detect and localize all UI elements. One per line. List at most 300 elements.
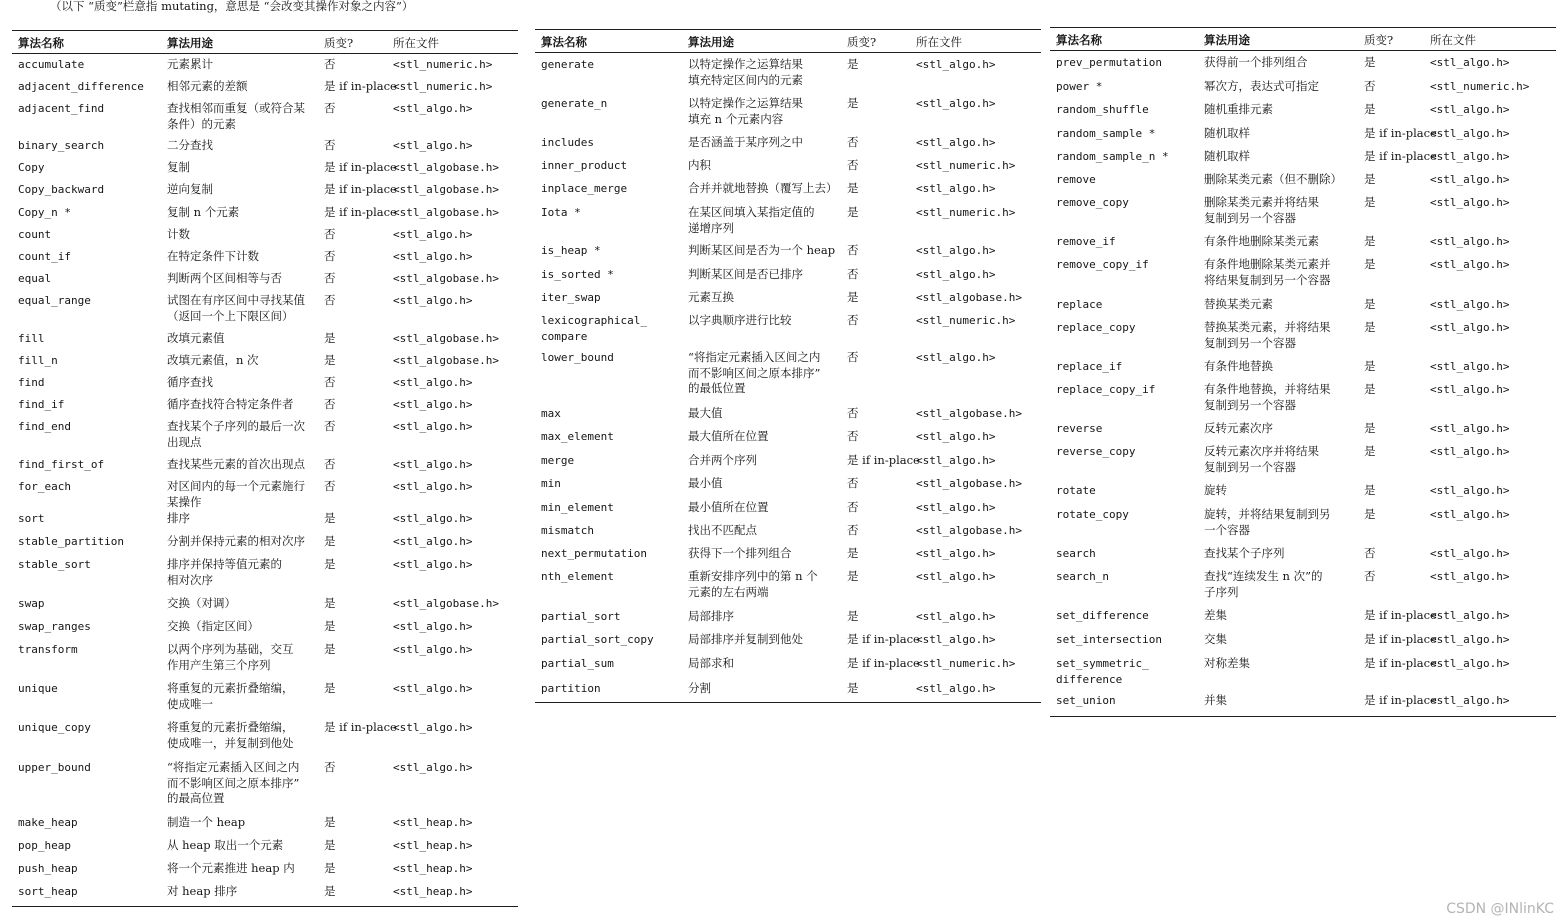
algorithm-name: replace_if [1056, 360, 1123, 373]
algorithm-name: min [541, 477, 561, 490]
algorithm-name: lower_bound [541, 351, 614, 364]
algorithm-name: Copy_n * [18, 206, 71, 219]
header-file: <stl_algo.h> [1430, 609, 1510, 622]
algorithm-name: Iota * [541, 206, 581, 219]
algorithm-name: prev_permutation [1056, 56, 1162, 69]
algorithm-name: max_element [541, 430, 614, 443]
algorithm-name: max [541, 407, 561, 420]
mutating-flag: 是 if in-place [324, 79, 397, 93]
algorithm-purpose: 交集 [1204, 632, 1227, 646]
table-header [535, 29, 1041, 53]
algorithm-purpose: 以字典顺序进行比较 [688, 313, 792, 327]
algorithm-name: upper_bound [18, 761, 91, 774]
mutating-flag: 是 [1364, 102, 1376, 116]
header-file: <stl_algobase.h> [916, 524, 1022, 537]
mutating-flag: 是 [1364, 507, 1376, 521]
header-file: <stl_numeric.h> [916, 657, 1016, 670]
algorithm-purpose: 局部排序 [688, 609, 734, 623]
header-file: <stl_algo.h> [1430, 298, 1510, 311]
algorithm-name: transform [18, 643, 78, 656]
header-file: <stl_algo.h> [1430, 173, 1510, 186]
header-file: <stl_algo.h> [393, 535, 473, 548]
algorithm-name: includes [541, 136, 594, 149]
algorithm-name: fill_n [18, 354, 58, 367]
mutating-flag: 是 if in-place [1364, 608, 1437, 622]
algorithm-name: random_sample_n * [1056, 150, 1169, 163]
algorithm-purpose: 反转元素次序 [1204, 421, 1273, 435]
header-file: <stl_numeric.h> [916, 159, 1016, 172]
algorithm-name: remove [1056, 173, 1096, 186]
algorithm-purpose: 随机重排元素 [1204, 102, 1273, 116]
algorithm-name: accumulate [18, 58, 85, 71]
algorithm-purpose: 查找某些元素的首次出现点 [167, 457, 305, 471]
algorithm-name: stable_sort [18, 558, 91, 571]
algorithm-purpose: 以特定操作之运算结果 填充特定区间内的元素 [688, 57, 803, 87]
algorithm-name: is_heap * [541, 244, 601, 257]
algorithm-name: swap_ranges [18, 620, 91, 633]
header-file: <stl_algo.h> [1430, 56, 1510, 69]
mutating-flag: 否 [1364, 79, 1376, 93]
algorithm-name: merge [541, 454, 575, 467]
mutating-flag: 是 [1364, 297, 1376, 311]
mutating-flag: 是 [847, 96, 859, 110]
mutating-flag: 否 [324, 57, 336, 71]
algorithm-purpose: 旋转，并将结果复制到另 一个容器 [1204, 507, 1331, 537]
mutating-flag: 是 if in-place [1364, 693, 1437, 707]
mutating-flag: 是 [1364, 55, 1376, 69]
col-header-file: 所在文件 [1430, 33, 1476, 47]
mutating-flag: 是 [1364, 257, 1376, 271]
algorithm-name: lexicographical_ compare [541, 314, 647, 343]
header-file: <stl_algo.h> [1430, 150, 1510, 163]
algorithm-purpose: “将指定元素插入区间之内 而不影响区间之原本排序” 的最高位置 [167, 760, 300, 806]
mutating-flag: 是 [324, 619, 336, 633]
table-bottom-rule [12, 906, 518, 907]
algorithm-purpose: 改填元素值，n 次 [167, 353, 259, 367]
header-file: <stl_algo.h> [1430, 570, 1510, 583]
algorithm-name: reverse_copy [1056, 445, 1136, 458]
mutating-flag: 否 [324, 293, 336, 307]
algorithm-purpose: 删除某类元素并将结果 复制到另一个容器 [1204, 195, 1319, 225]
algorithm-purpose: 交换（指定区间） [167, 619, 259, 633]
algorithm-purpose: 最小值 [688, 476, 723, 490]
mutating-flag: 是 [1364, 359, 1376, 373]
col-header-file: 所在文件 [916, 35, 962, 49]
algorithm-name: find_end [18, 420, 71, 433]
algorithm-name: count [18, 228, 52, 241]
header-file: <stl_algobase.h> [916, 477, 1022, 490]
mutating-flag: 是 [1364, 421, 1376, 435]
header-file: <stl_algo.h> [393, 643, 473, 656]
header-file: <stl_algo.h> [393, 420, 473, 433]
header-file: <stl_algo.h> [1430, 445, 1510, 458]
mutating-flag: 是 [847, 569, 859, 583]
mutating-flag: 是 if in-place [1364, 149, 1437, 163]
header-file: <stl_algo.h> [1430, 383, 1510, 396]
header-file: <stl_algo.h> [393, 682, 473, 695]
header-file: <stl_algo.h> [1430, 360, 1510, 373]
header-file: <stl_algo.h> [393, 761, 473, 774]
algorithm-name: unique [18, 682, 58, 695]
mutating-flag: 否 [324, 138, 336, 152]
mutating-flag: 否 [1364, 569, 1376, 583]
mutating-flag: 否 [324, 249, 336, 263]
algorithm-purpose: 以特定操作之运算结果 填充 n 个元素内容 [688, 96, 803, 126]
algorithm-name: stable_partition [18, 535, 124, 548]
mutating-flag: 否 [847, 500, 859, 514]
algorithm-name: equal_range [18, 294, 91, 307]
algorithm-name: set_union [1056, 694, 1116, 707]
algorithm-name: binary_search [18, 139, 105, 152]
header-file: <stl_heap.h> [393, 885, 473, 898]
algorithm-table-3 [1050, 27, 1556, 718]
algorithm-purpose: 查找“连续发生 n 次”的 子序列 [1204, 569, 1323, 599]
header-file: <stl_algo.h> [1430, 321, 1510, 334]
header-file: <stl_numeric.h> [916, 206, 1016, 219]
algorithm-purpose: 对 heap 排序 [167, 884, 238, 898]
header-file: <stl_algo.h> [393, 558, 473, 571]
mutating-flag: 否 [847, 313, 859, 327]
algorithm-name: find_first_of [18, 458, 105, 471]
mutating-flag: 是 [324, 681, 336, 695]
algorithm-purpose: 获得下一个排列组合 [688, 546, 792, 560]
algorithm-table-1 [12, 30, 518, 908]
algorithm-purpose: 以两个序列为基础，交互 作用产生第三个序列 [167, 642, 294, 672]
mutating-flag: 是 [1364, 382, 1376, 396]
mutating-flag: 是 [1364, 195, 1376, 209]
header-file: <stl_algo.h> [393, 512, 473, 525]
mutating-flag: 是 [324, 884, 336, 898]
algorithm-purpose: 获得前一个排列组合 [1204, 55, 1308, 69]
mutating-flag: 是 [1364, 483, 1376, 497]
header-file: <stl_heap.h> [393, 839, 473, 852]
mutating-flag: 是 [324, 353, 336, 367]
algorithm-name: set_symmetric_ difference [1056, 657, 1149, 686]
mutating-flag: 是 [847, 205, 859, 219]
algorithm-name: reverse [1056, 422, 1103, 435]
mutating-flag: 是 [324, 331, 336, 345]
mutating-flag: 否 [847, 429, 859, 443]
header-file: <stl_algobase.h> [393, 161, 499, 174]
algorithm-purpose: 分割并保持元素的相对次序 [167, 534, 305, 548]
algorithm-purpose: 是否涵盖于某序列之中 [688, 135, 803, 149]
mutating-flag: 否 [324, 397, 336, 411]
algorithm-purpose: 从 heap 取出一个元素 [167, 838, 284, 852]
mutating-flag: 否 [847, 523, 859, 537]
algorithm-name: pop_heap [18, 839, 71, 852]
mutating-flag: 否 [847, 158, 859, 172]
header-file: <stl_algo.h> [1430, 127, 1510, 140]
mutating-flag: 是 [847, 546, 859, 560]
algorithm-purpose: 找出不匹配点 [688, 523, 757, 537]
algorithm-name: count_if [18, 250, 71, 263]
algorithm-purpose: 合并两个序列 [688, 453, 757, 467]
header-file: <stl_algo.h> [1430, 694, 1510, 707]
mutating-flag: 是 [324, 596, 336, 610]
header-file: <stl_heap.h> [393, 816, 473, 829]
mutating-flag: 是 if in-place [1364, 126, 1437, 140]
col-header-purpose: 算法用途 [167, 36, 213, 50]
header-file: <stl_algo.h> [393, 228, 473, 241]
mutating-flag: 否 [1364, 546, 1376, 560]
header-file: <stl_algo.h> [916, 454, 996, 467]
algorithm-name: mismatch [541, 524, 594, 537]
algorithm-purpose: 元素互换 [688, 290, 734, 304]
header-file: <stl_algo.h> [393, 102, 473, 115]
algorithm-name: swap [18, 597, 45, 610]
algorithm-purpose: 将一个元素推进 heap 内 [167, 861, 295, 875]
algorithm-purpose: 制造一个 heap [167, 815, 246, 829]
header-file: <stl_algo.h> [916, 610, 996, 623]
algorithm-name: for_each [18, 480, 71, 493]
algorithm-purpose: 复制 n 个元素 [167, 205, 240, 219]
algorithm-purpose: 删除某类元素（但不删除） [1204, 172, 1342, 186]
mutating-flag: 是 if in-place [324, 182, 397, 196]
algorithm-name: remove_if [1056, 235, 1116, 248]
header-file: <stl_numeric.h> [393, 80, 493, 93]
algorithm-purpose: 在某区间填入某指定值的 递增序列 [688, 205, 815, 235]
algorithm-name: generate [541, 58, 594, 71]
header-file: <stl_algo.h> [393, 620, 473, 633]
algorithm-name: set_difference [1056, 609, 1149, 622]
mutating-flag: 否 [324, 419, 336, 433]
header-file: <stl_algobase.h> [393, 332, 499, 345]
header-file: <stl_algo.h> [916, 244, 996, 257]
table-bottom-rule [1050, 716, 1556, 717]
mutating-flag: 是 [324, 861, 336, 875]
mutating-flag: 否 [847, 406, 859, 420]
mutating-flag: 是 [1364, 444, 1376, 458]
mutating-flag: 否 [847, 350, 859, 364]
mutating-flag: 是 if in-place [324, 205, 397, 219]
algorithm-purpose: 复制 [167, 160, 190, 174]
mutating-flag: 是 if in-place [1364, 656, 1437, 670]
algorithm-purpose: 查找某个子序列的最后一次 出现点 [167, 419, 305, 449]
header-file: <stl_algo.h> [1430, 547, 1510, 560]
algorithm-name: search_n [1056, 570, 1109, 583]
header-file: <stl_algo.h> [916, 136, 996, 149]
col-header-purpose: 算法用途 [1204, 33, 1250, 47]
algorithm-purpose: 有条件地删除某类元素并 将结果复制到另一个容器 [1204, 257, 1331, 287]
algorithm-purpose: 将重复的元素折叠缩编， 使成唯一 [167, 681, 294, 711]
header-file: <stl_heap.h> [393, 862, 473, 875]
header-file: <stl_algo.h> [393, 294, 473, 307]
algorithm-purpose: “将指定元素插入区间之内 而不影响区间之原本排序” 的最低位置 [688, 350, 821, 396]
header-file: <stl_algo.h> [916, 430, 996, 443]
mutating-flag: 是 [847, 609, 859, 623]
algorithm-name: inner_product [541, 159, 628, 172]
algorithm-name: next_permutation [541, 547, 647, 560]
mutating-flag: 是 if in-place [847, 656, 920, 670]
algorithm-name: sort [18, 512, 45, 525]
algorithm-name: equal [18, 272, 52, 285]
algorithm-purpose: 最大值所在位置 [688, 429, 769, 443]
header-file: <stl_algo.h> [916, 351, 996, 364]
algorithm-purpose: 分割 [688, 681, 711, 695]
algorithm-purpose: 局部排序并复制到他处 [688, 632, 803, 646]
algorithm-purpose: 排序并保持等值元素的 相对次序 [167, 557, 282, 587]
algorithm-name: partial_sort [541, 610, 621, 623]
header-file: <stl_algo.h> [916, 97, 996, 110]
header-file: <stl_numeric.h> [916, 314, 1016, 327]
header-file: <stl_algo.h> [393, 250, 473, 263]
mutating-flag: 是 if in-place [324, 160, 397, 174]
mutating-flag: 是 [324, 557, 336, 571]
mutating-flag: 是 [847, 181, 859, 195]
mutating-flag: 否 [847, 476, 859, 490]
algorithm-purpose: 局部求和 [688, 656, 734, 670]
mutating-flag: 是 [324, 511, 336, 525]
algorithm-purpose: 元素累计 [167, 57, 213, 71]
algorithm-purpose: 循序查找 [167, 375, 213, 389]
algorithm-purpose: 内积 [688, 158, 711, 172]
algorithm-name: replace [1056, 298, 1103, 311]
algorithm-purpose: 有条件地替换，并将结果 复制到另一个容器 [1204, 382, 1331, 412]
algorithm-name: replace_copy_if [1056, 383, 1156, 396]
mutating-flag: 是 [324, 815, 336, 829]
algorithm-name: iter_swap [541, 291, 601, 304]
col-header-mutating: 质变? [1364, 33, 1394, 47]
algorithm-purpose: 查找某个子序列 [1204, 546, 1285, 560]
algorithm-name: adjacent_difference [18, 80, 144, 93]
algorithm-purpose: 排序 [167, 511, 190, 525]
algorithm-name: is_sorted * [541, 268, 614, 281]
header-file: <stl_algo.h> [916, 547, 996, 560]
header-file: <stl_algo.h> [393, 480, 473, 493]
mutating-flag: 是 if in-place [847, 632, 920, 646]
algorithm-purpose: 在特定条件下计数 [167, 249, 259, 263]
mutating-flag: 是 [1364, 172, 1376, 186]
header-file: <stl_algo.h> [1430, 484, 1510, 497]
mutating-flag: 是 [324, 838, 336, 852]
algorithm-name: adjacent_find [18, 102, 105, 115]
algorithm-name: push_heap [18, 862, 78, 875]
algorithm-purpose: 判断两个区间相等与否 [167, 271, 282, 285]
col-header-name: 算法名称 [18, 36, 64, 50]
algorithm-purpose: 计数 [167, 227, 190, 241]
algorithm-name: search [1056, 547, 1096, 560]
header-file: <stl_algo.h> [916, 182, 996, 195]
mutating-flag: 否 [324, 375, 336, 389]
algorithm-purpose: 最小值所在位置 [688, 500, 769, 514]
col-header-purpose: 算法用途 [688, 35, 734, 49]
algorithm-purpose: 判断某区间是否已排序 [688, 267, 803, 281]
algorithm-name: fill [18, 332, 45, 345]
mutating-flag: 否 [847, 267, 859, 281]
table-header [12, 30, 518, 54]
col-header-mutating: 质变? [324, 36, 354, 50]
algorithm-purpose: 反转元素次序并将结果 复制到另一个容器 [1204, 444, 1319, 474]
algorithm-purpose: 将重复的元素折叠缩编， 使成唯一，并复制到他处 [167, 720, 294, 750]
mutating-flag: 否 [324, 101, 336, 115]
col-header-file: 所在文件 [393, 36, 439, 50]
algorithm-name: min_element [541, 501, 614, 514]
algorithm-purpose: 最大值 [688, 406, 723, 420]
table-header [1050, 27, 1556, 51]
algorithm-name: inplace_merge [541, 182, 628, 195]
algorithm-name: partial_sum [541, 657, 614, 670]
mutating-flag: 是 if in-place [1364, 632, 1437, 646]
algorithm-name: rotate [1056, 484, 1096, 497]
algorithm-purpose: 旋转 [1204, 483, 1227, 497]
algorithm-name: replace_copy [1056, 321, 1136, 334]
col-header-name: 算法名称 [1056, 33, 1102, 47]
header-file: <stl_algo.h> [393, 376, 473, 389]
mutating-note: （以下 “质变”栏意指 mutating，意思是 “会改变其操作对象之内容”） [50, 0, 414, 13]
header-file: <stl_algo.h> [916, 268, 996, 281]
algorithm-name: random_shuffle [1056, 103, 1149, 116]
mutating-flag: 是 if in-place [324, 720, 397, 734]
algorithm-name: nth_element [541, 570, 614, 583]
algorithm-name: partition [541, 682, 601, 695]
algorithm-name: set_intersection [1056, 633, 1162, 646]
header-file: <stl_algo.h> [1430, 508, 1510, 521]
algorithm-purpose: 试图在有序区间中寻找某值 （返回一个上下限区间） [167, 293, 305, 323]
algorithm-purpose: 逆向复制 [167, 182, 213, 196]
header-file: <stl_algo.h> [1430, 103, 1510, 116]
algorithm-name: make_heap [18, 816, 78, 829]
mutating-flag: 是 if in-place [847, 453, 920, 467]
algorithm-purpose: 合并并就地替换（覆写上去） [688, 181, 838, 195]
mutating-flag: 否 [324, 271, 336, 285]
header-file: <stl_algo.h> [393, 458, 473, 471]
algorithm-purpose: 循序查找符合特定条件者 [167, 397, 294, 411]
mutating-flag: 否 [324, 227, 336, 241]
csdn-watermark: CSDN @INlinKC [1446, 901, 1554, 917]
header-file: <stl_algobase.h> [393, 597, 499, 610]
algorithm-name: remove_copy [1056, 196, 1129, 209]
header-file: <stl_algo.h> [393, 721, 473, 734]
algorithm-purpose: 有条件地替换 [1204, 359, 1273, 373]
header-file: <stl_algo.h> [1430, 258, 1510, 271]
header-file: <stl_algo.h> [916, 633, 996, 646]
header-file: <stl_algo.h> [916, 682, 996, 695]
header-file: <stl_algo.h> [393, 398, 473, 411]
algorithm-name: rotate_copy [1056, 508, 1129, 521]
algorithm-name: unique_copy [18, 721, 91, 734]
header-file: <stl_numeric.h> [1430, 80, 1530, 93]
algorithm-name: find [18, 376, 45, 389]
table-bottom-rule [535, 702, 1041, 703]
header-file: <stl_algo.h> [1430, 196, 1510, 209]
algorithm-purpose: 幂次方，表达式可指定 [1204, 79, 1319, 93]
mutating-flag: 否 [324, 479, 336, 493]
algorithm-purpose: 重新安排序列中的第 n 个 元素的左右两端 [688, 569, 818, 599]
mutating-flag: 否 [324, 457, 336, 471]
algorithm-purpose: 对称差集 [1204, 656, 1250, 670]
header-file: <stl_algo.h> [1430, 633, 1510, 646]
algorithm-purpose: 随机取样 [1204, 149, 1250, 163]
mutating-flag: 是 [324, 534, 336, 548]
algorithm-name: generate_n [541, 97, 608, 110]
header-file: <stl_algobase.h> [916, 407, 1022, 420]
col-header-name: 算法名称 [541, 35, 587, 49]
algorithm-purpose: 并集 [1204, 693, 1227, 707]
header-file: <stl_algobase.h> [393, 272, 499, 285]
header-file: <stl_numeric.h> [393, 58, 493, 71]
algorithm-name: random_sample * [1056, 127, 1156, 140]
algorithm-table-2 [535, 29, 1041, 704]
algorithm-purpose: 交换（对调） [167, 596, 236, 610]
algorithm-name: partial_sort_copy [541, 633, 654, 646]
mutating-flag: 否 [847, 135, 859, 149]
algorithm-purpose: 改填元素值 [167, 331, 225, 345]
mutating-flag: 是 [847, 57, 859, 71]
algorithm-purpose: 查找相邻而重复（或符合某 条件）的元素 [167, 101, 305, 131]
algorithm-name: Copy [18, 161, 45, 174]
algorithm-purpose: 对区间内的每一个元素施行 某操作 [167, 479, 305, 509]
mutating-flag: 是 [324, 642, 336, 656]
